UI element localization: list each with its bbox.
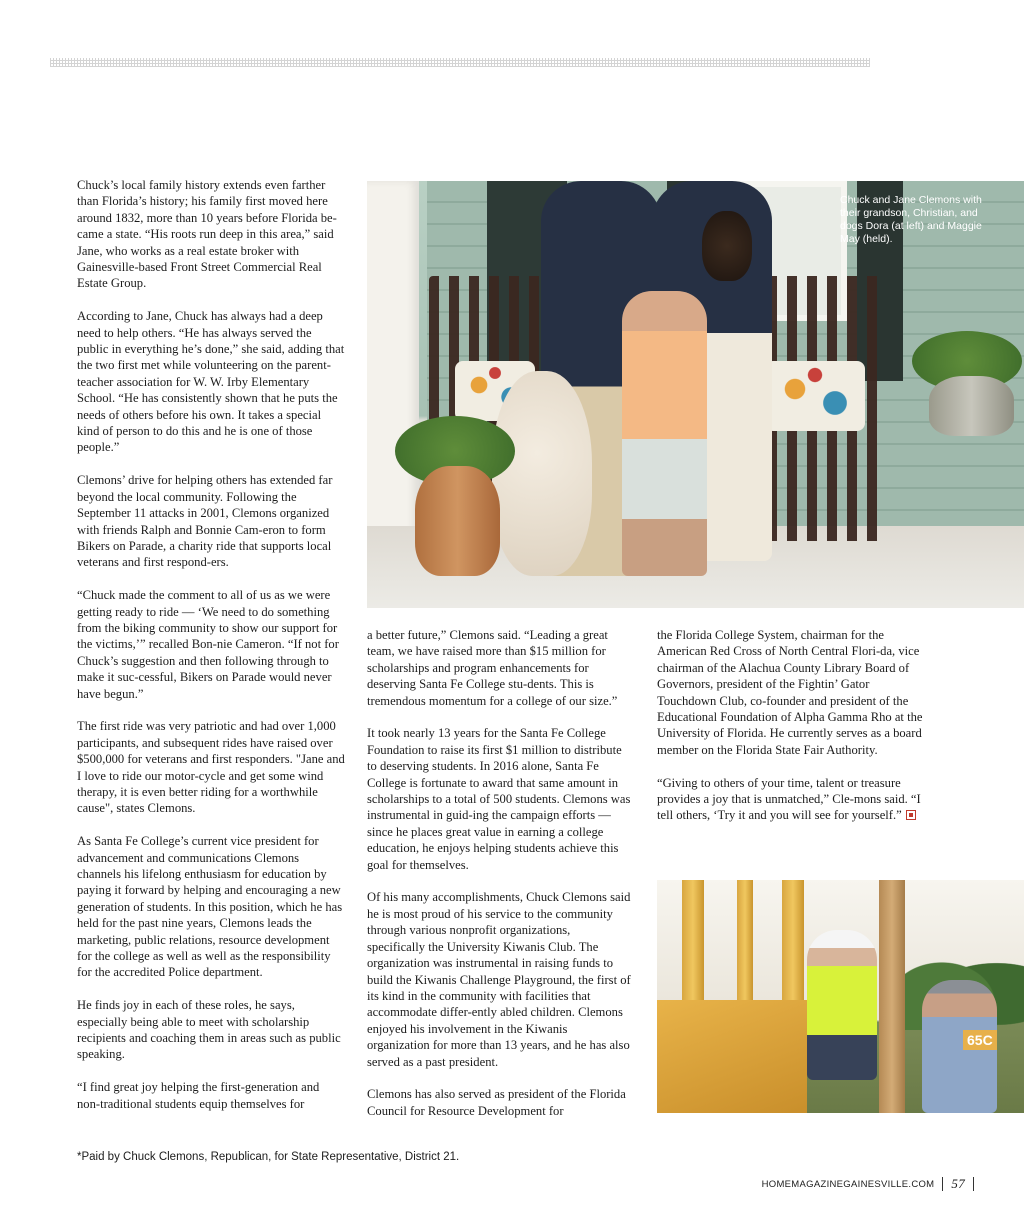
paragraph: a better future,” Clemons said. “Leading a great team, we have raised more than $15 million for scholarships and program enhancements for deserving Santa Fe College stu-dents. This is tremendous momentum for a college of our size.” [367,628,618,708]
paragraph: Clemons’ drive for helping others has extended far beyond the local community. Following the September 11 attacks in 2001, Clemons organized with friends Ralph and Bonnie Cam-eron to form Bikers on Parade, a charity ride that supports local veterans and first respond-ers. [77,473,333,570]
wooden-post [879,880,905,1113]
paragraph: the Florida College System, chairman for the American Red Cross of North Central Flori-da, vice chairman of the Alachua County Library Board of Governors, president of the Fightin’ Gator Touchdown Club, co-founder and president of the Educational Foundation of Alpha Gamma Rho at the University of Florida. He currently serves as a board member on the Florida State Fair Authority. [657,628,923,757]
photo-caption: Chuck and Jane Clemons with their grandson, Christian, and dogs Dora (at left) and Maggie May (held). [840,194,982,245]
paragraph: Of his many accomplishments, Chuck Clemons said he is most proud of his service to the community through various nonprofit organizations, specifically the University Kiwanis Club. The organization was instrumental in raising funds to build the Kiwanis Challenge Playground, the first of its kind in the community with facilities that accommodate differ-ently abled children. Clemons enjoyed his involvement in the Kiwanis organization for more than 13 years, and he has also served as a past president. [367,890,631,1069]
article-column-3 [657,627,927,824]
paragraph [657,775,927,824]
folio-divider [973,1177,974,1191]
paragraph: Clemons has also served as president of the Florida Council for Resource Development for [367,1087,626,1118]
paragraph: “I find great joy helping the first-generation and non-traditional students equip themselves for [77,1080,320,1111]
paragraph: The first ride was very patriotic and had over 1,000 participants, and subsequent rides have raised over $500,000 for veterans and first responders. "Jane and I love to ride our motor-cycle and get some wind therapy, it is even better riding for a worthwhile cause", states Clemons. [77,719,345,816]
header-dotted-rule [50,58,870,67]
drilling-machine [657,1000,807,1113]
paragraph: Chuck’s local family history extends even farther than Florida’s history; his family first moved here around 1832, more than 10 years before Florida be-came a state. “His roots run deep in this area,” said Jane, who works as a real estate broker with Gainesville-based Front Street Commercial Real Estate Group. [77,178,337,291]
small-dog-held [702,211,752,281]
page-folio [762,1176,974,1192]
article-column-2 [367,627,631,1119]
paragraph: It took nearly 13 years for the Santa Fe College Foundation to raise its first $1 million to distribute to deserving students. In 2016 alone, Santa Fe College is fortunate to award that same amount in scholarships to a total of 500 students. Clemons was instrumental in guid-ing the campaign efforts — since he places great value in earning a college education, he enjoys helping students achieve this goal for themselves. [367,726,631,872]
magazine-website: HOMEMAGAZINEGAINESVILLE.COM [761,1178,935,1190]
paragraph: According to Jane, Chuck has always had a deep need to help others. “He has always served the public in everything he’s done,” she said, adding that the two first met while volunteering on the parent-teacher association for W. W. Irby Elementary School. “He has consistently shown that he puts the needs of others before his own. It takes a special kind of person to do this and he is one of those people.” [77,309,345,455]
patterned-pillow [765,361,865,431]
folio-divider [942,1177,943,1191]
white-doodle-dog [492,371,592,576]
paragraph: As Santa Fe College’s current vice president for advancement and communications Clemons channels his lifelong enthusiasm for education by paying it forward by helping and encouraging a new generation of students. In this position, which he has held for the past nine years, Clemons leads the marketing, public relations, resource development for the college as well as well as the responsibility for the accredited Police department. [77,834,343,980]
paid-by-footnote: *Paid by Chuck Clemons, Republican, for State Representative, District 21. [77,1151,460,1163]
paragraph: “Chuck made the comment to all of us as we were getting ready to ride — ‘We need to do something from the biking community to show our support for the victims,’” recalled Bon-nie Cameron. “If not for Chuck’s suggestion and then following through to make it suc-cessful, Bikers on Parade would never have begun.” [77,588,339,701]
article-column-1 [77,177,345,1112]
page-number: 57 [951,1176,965,1191]
boy-in-polo [622,291,707,576]
terracotta-pot [415,466,500,576]
worker-in-hard-hat [807,930,877,1080]
end-of-article-icon [906,810,916,820]
paragraph-text: “Giving to others of your time, talent or treasure provides a joy that is unmatched,” Cle-mons said. “I tell others, ‘Try it and you will see for yourself.” [657,775,921,823]
construction-site-photo [657,880,1024,1113]
paragraph: He finds joy in each of these roles, he says, especially being able to meet with scholarship recipients and coaching them in areas such as public speaking. [77,998,341,1062]
planter-basket [929,376,1014,436]
drill-rig-mast [737,880,753,1020]
machine-model-label: 65C [963,1030,997,1050]
